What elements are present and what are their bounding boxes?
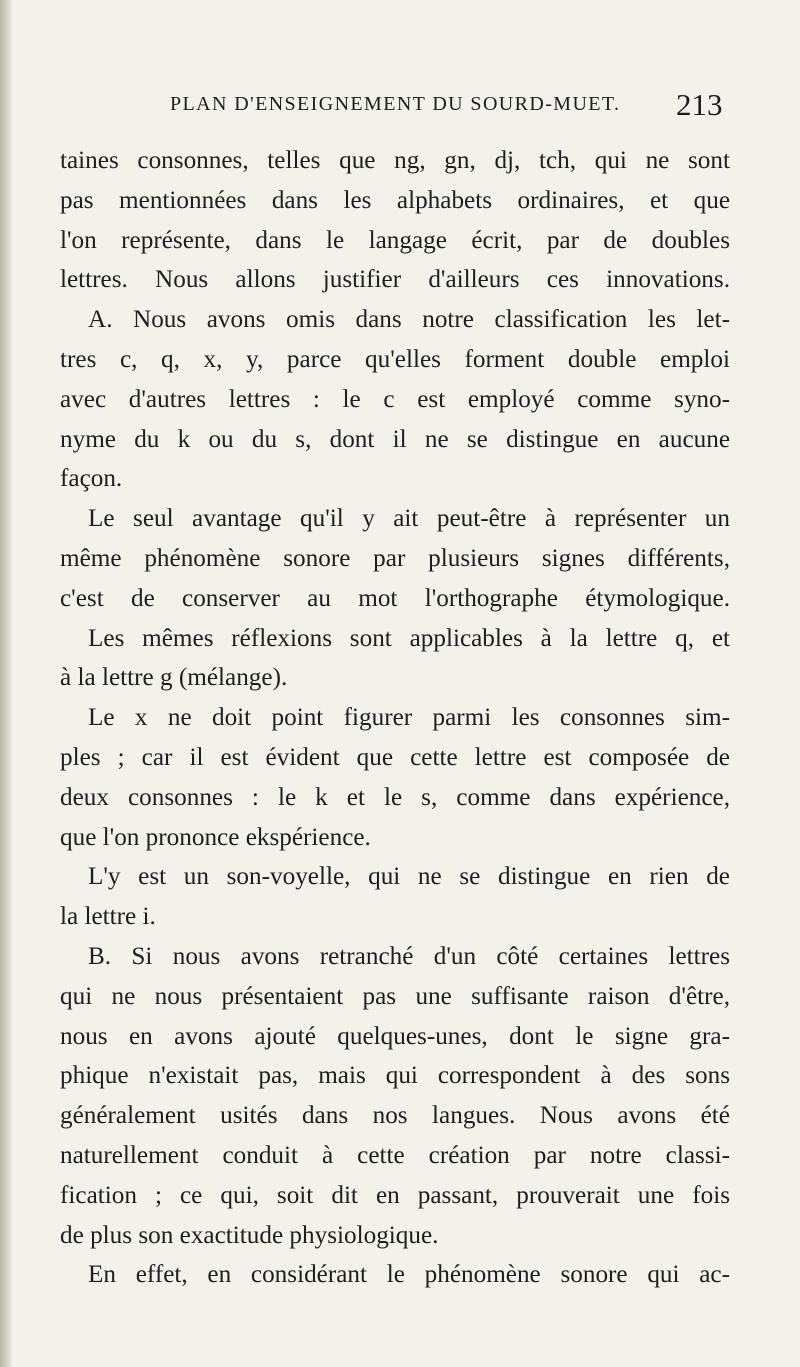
text-line: naturellement conduit à cette création par notre classi- [60, 1141, 730, 1169]
text-line: L'y est un son-voyelle, qui ne se distingue en rien de [88, 863, 730, 891]
text-line: nous en avons ajouté quelques-unes, dont le signe gra- [60, 1022, 730, 1050]
text-line: tres c, q, x, y, parce qu'elles forment double emploi [60, 345, 730, 373]
text-line: que l'on prononce ekspérience. [60, 823, 371, 851]
text-line: qui ne nous présentaient pas une suffisante raison d'être, [60, 982, 730, 1010]
text-line: l'on représente, dans le langage écrit, par de doubles [60, 226, 730, 254]
text-line: deux consonnes : le k et le s, comme dans expérience, [60, 783, 730, 811]
text-line: la lettre i. [60, 903, 156, 931]
text-line: taines consonnes, telles que ng, gn, dj, tch, qui ne sont [60, 147, 730, 174]
text-line: En effet, en considérant le phénomène sonore qui ac- [88, 1261, 730, 1289]
text-line: pas mentionnées dans les alphabets ordinaires, et que [60, 186, 730, 214]
text-line: Le x ne doit point figurer parmi les consonnes sim- [88, 704, 730, 732]
text-line: de plus son exactitude physiologique. [60, 1221, 439, 1249]
text-line: avec d'autres lettres : le c est employé comme syno- [60, 385, 730, 413]
text-line: Les mêmes réflexions sont applicables à la lettre q, et [88, 624, 730, 652]
page-number: 213 [676, 87, 723, 122]
body-text [60, 141, 730, 1295]
text-line: même phénomène sonore par plusieurs signes différents, [60, 544, 730, 572]
text-line: A. Nous avons omis dans notre classification les let- [88, 306, 730, 334]
running-title: PLAN D'ENSEIGNEMENT DU SOURD-MUET. [170, 93, 621, 115]
text-line: façon. [60, 465, 123, 493]
text-line: généralement usités dans nos langues. Nous avons été [60, 1102, 730, 1130]
text-line: ples ; car il est évident que cette lettre est composée de [60, 743, 730, 771]
text-line: à la lettre g (mélange). [60, 664, 288, 692]
text-line: lettres. Nous allons justifier d'ailleurs ces innovations. [60, 266, 730, 294]
text-line: Le seul avantage qu'il y ait peut-être à représenter un [88, 505, 730, 533]
page-header [0, 85, 800, 125]
text-line: B. Si nous avons retranché d'un côté certaines lettres [88, 942, 730, 970]
text-line: fication ; ce qui, soit dit en passant, prouverait une fois [60, 1181, 730, 1209]
text-line: nyme du k ou du s, dont il ne se distingue en aucune [60, 425, 730, 453]
text-line: c'est de conserver au mot l'orthographe étymologique. [60, 584, 730, 612]
text-line: phique n'existait pas, mais qui correspondent à des sons [60, 1062, 730, 1090]
